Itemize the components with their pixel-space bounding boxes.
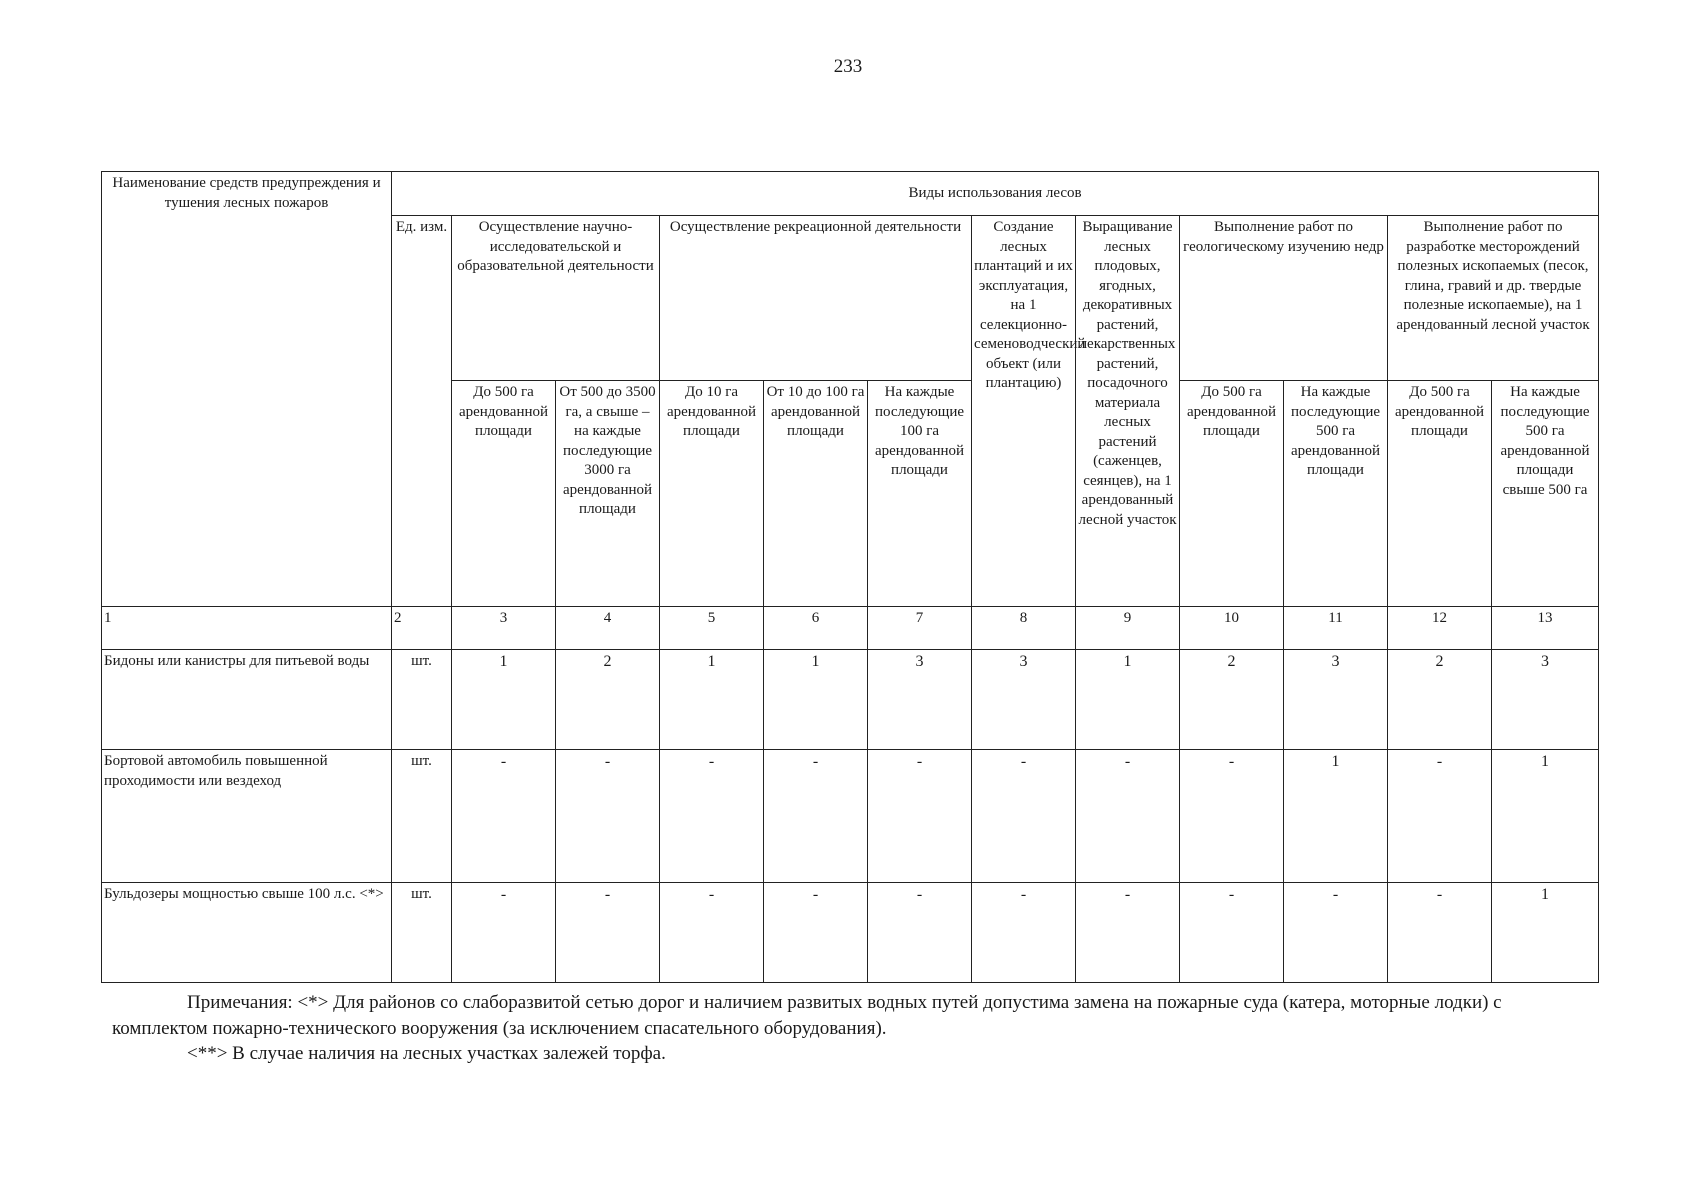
value-cell: - [660,883,764,983]
equipment-name: Бидоны или канистры для питьевой воды [102,650,392,750]
value-cell: - [764,750,868,883]
value-cell: 2 [556,650,660,750]
growing-plants-header: Выращивание лесных плодовых, ягодных, декоративных растений, лекарственных растений, посадочного материала лесных растений (саженцев, сеянцев), на 1 арендованный лесной участок [1076,216,1180,607]
value-cell: - [1388,883,1492,983]
forest-use-types-header: Виды использования лесов [392,172,1599,216]
value-cell: - [764,883,868,983]
value-cell: - [1180,883,1284,983]
value-cell: - [1076,750,1180,883]
note-1: Примечания: <*> Для районов со слаборазвитой сетью дорог и наличием развитых водных путей допустима замена на пожарные суда (катера, моторные лодки) с комплектом пожарно-технического вооружения (за исключением спасательного оборудования). [112,992,1502,1039]
value-cell: - [1284,883,1388,983]
subheader-col-7: На каждые последующие 100 га арендованной площади [868,381,972,607]
column-number: 2 [392,607,452,650]
equipment-name: Бульдозеры мощностью свыше 100 л.с. <*> [102,883,392,983]
value-cell: - [972,750,1076,883]
column-number: 13 [1492,607,1599,650]
value-cell: - [868,750,972,883]
recreational-activity-header: Осуществление рекреационной деятельности [660,216,972,381]
column-number: 3 [452,607,556,650]
value-cell: 1 [1492,883,1599,983]
value-cell: 3 [868,650,972,750]
value-cell: - [1076,883,1180,983]
plantations-header: Создание лесных плантаций и их эксплуатация, на 1 селекционно-семеноводческий объект (или плантацию) [972,216,1076,607]
column-number: 9 [1076,607,1180,650]
column-number: 12 [1388,607,1492,650]
column-number: 4 [556,607,660,650]
value-cell: 1 [452,650,556,750]
value-cell: 1 [660,650,764,750]
subheader-col-3: До 500 га арендованной площади [452,381,556,607]
subheader-col-11: На каждые последующие 500 га арендованной площади [1284,381,1388,607]
note-2: <**> В случае наличия на лесных участках залежей торфа. [187,1043,666,1065]
value-cell: 2 [1388,650,1492,750]
mining-header: Выполнение работ по разработке месторождений полезных ископаемых (песок, глина, гравий и др. твердые полезные ископаемые), на 1 арендованный лесной участок [1388,216,1599,381]
column-number: 8 [972,607,1076,650]
column-number: 1 [102,607,392,650]
unit-cell: шт. [392,650,452,750]
value-cell: 1 [764,650,868,750]
page-number: 233 [833,56,863,77]
value-cell: - [452,883,556,983]
column-number: 10 [1180,607,1284,650]
column-number-row [102,607,1599,650]
value-cell: - [556,750,660,883]
unit-cell: шт. [392,750,452,883]
value-cell: - [972,883,1076,983]
column-number: 11 [1284,607,1388,650]
table-row [102,650,1599,750]
name-column-header: Наименование средств предупреждения и тушения лесных пожаров [102,172,392,607]
fire-equipment-table [101,171,1599,983]
value-cell: 3 [972,650,1076,750]
column-number: 7 [868,607,972,650]
equipment-name: Бортовой автомобиль повышенной проходимости или вездеход [102,750,392,883]
value-cell: 1 [1492,750,1599,883]
subheader-col-12: До 500 га арендованной площади [1388,381,1492,607]
value-cell: 1 [1284,750,1388,883]
subheader-col-13: На каждые последующие 500 га арендованной площади свыше 500 га [1492,381,1599,607]
scientific-activity-header: Осуществление научно-исследовательской и образовательной деятельности [452,216,660,381]
value-cell: - [1180,750,1284,883]
subheader-col-5: До 10 га арендованной площади [660,381,764,607]
geological-study-header: Выполнение работ по геологическому изучению недр [1180,216,1388,381]
unit-column-header: Ед. изм. [392,216,452,607]
value-cell: - [556,883,660,983]
subheader-col-4: От 500 до 3500 га, а свыше – на каждые последующие 3000 га арендованной площади [556,381,660,607]
subheader-col-6: От 10 до 100 га арендованной площади [764,381,868,607]
unit-cell: шт. [392,883,452,983]
value-cell: 3 [1284,650,1388,750]
subheader-col-10: До 500 га арендованной площади [1180,381,1284,607]
table-row [102,883,1599,983]
column-number: 6 [764,607,868,650]
value-cell: 3 [1492,650,1599,750]
value-cell: 1 [1076,650,1180,750]
column-number: 5 [660,607,764,650]
value-cell: - [452,750,556,883]
value-cell: - [660,750,764,883]
table-row [102,750,1599,883]
notes-section [112,990,1592,1067]
value-cell: - [1388,750,1492,883]
value-cell: 2 [1180,650,1284,750]
value-cell: - [868,883,972,983]
